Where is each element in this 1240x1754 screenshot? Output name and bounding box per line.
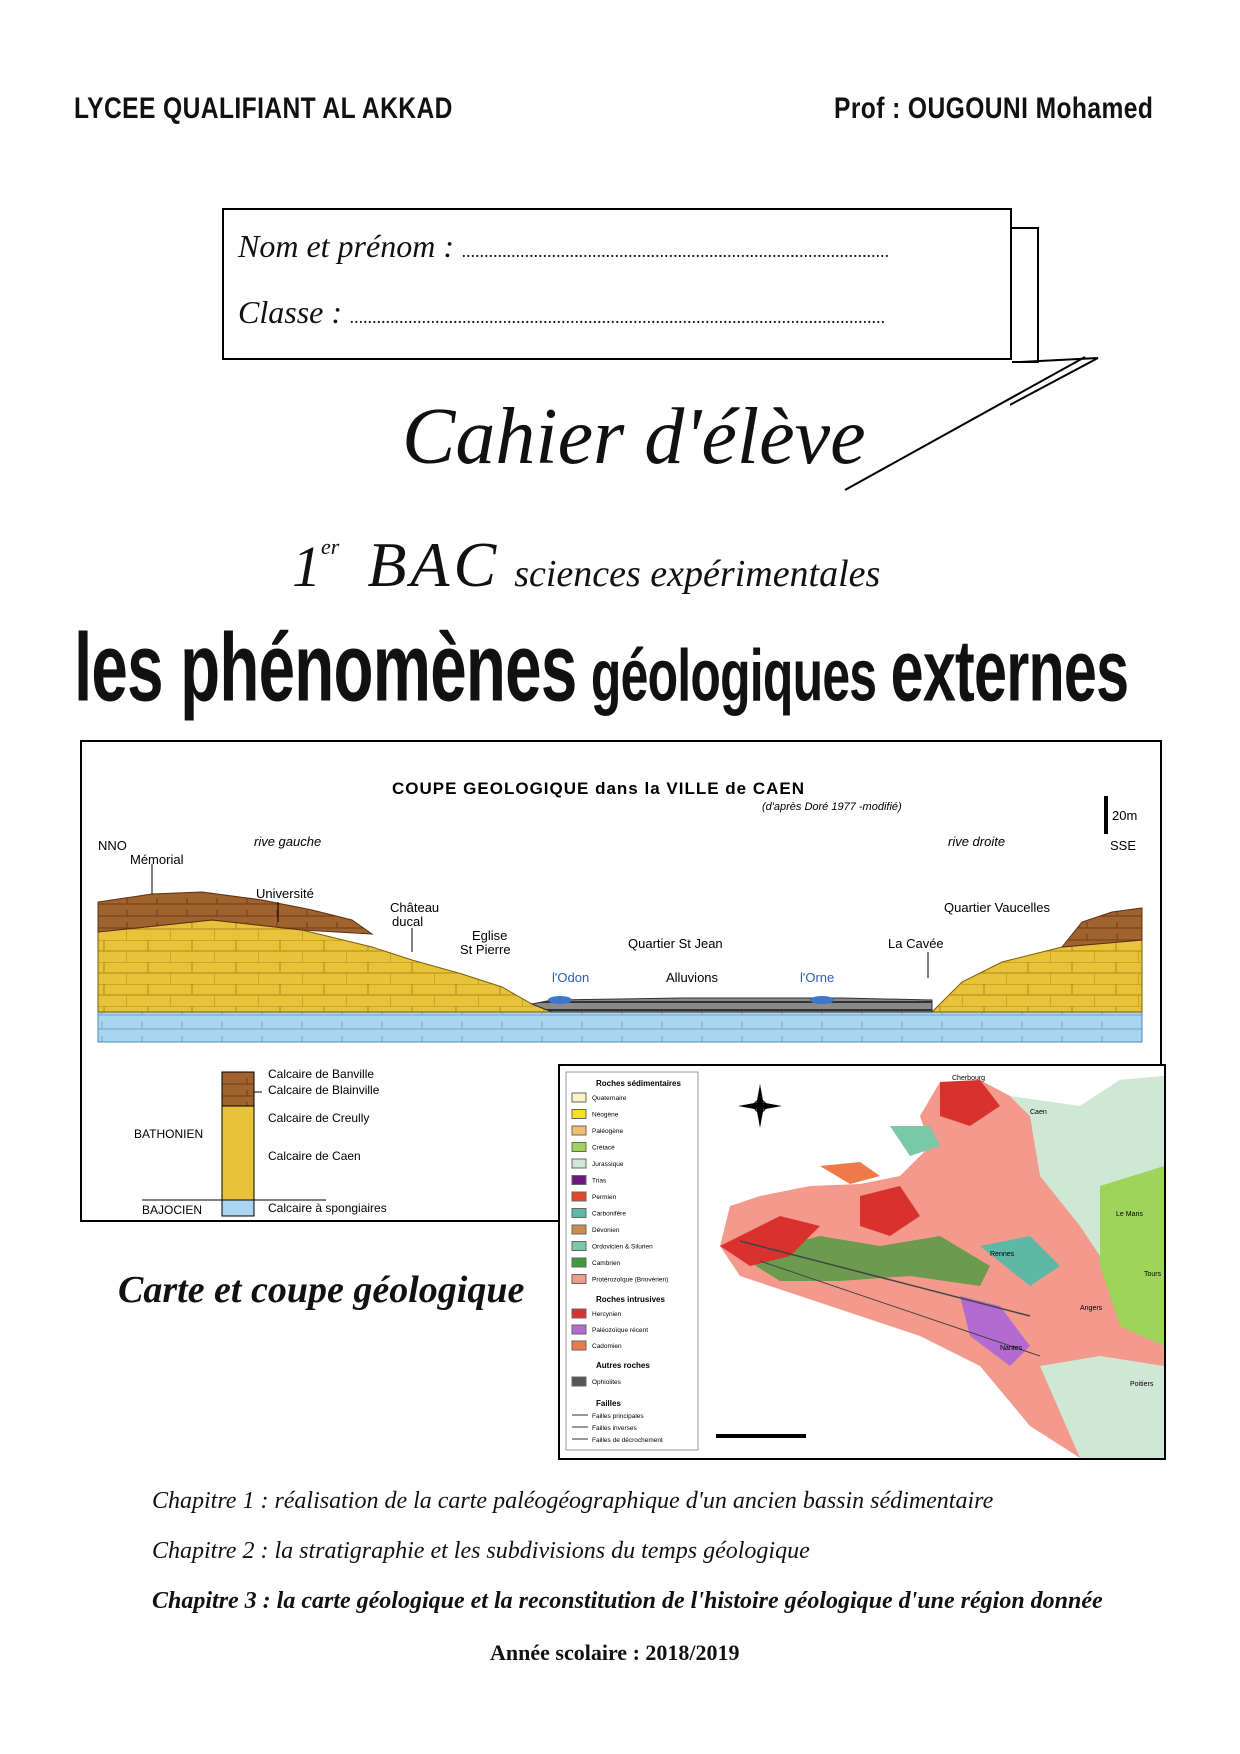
bank-left: rive gauche: [254, 834, 322, 849]
name-dots: ...............................................................................................: [461, 241, 890, 261]
map-scale-bar: [716, 1434, 806, 1438]
legend-sed-swatch-0: [572, 1093, 586, 1102]
class-dots: .......................................................................................................................: [350, 307, 886, 327]
city-caen: Caen: [1030, 1109, 1047, 1116]
main-title-part1: les phénomènes: [74, 613, 577, 722]
legend-sed-label-7: Carbonifère: [592, 1210, 626, 1218]
label-alluvions: Alluvions: [666, 970, 719, 985]
city-rennes: Rennes: [990, 1251, 1015, 1258]
legend-spongiaires: Calcaire à spongiaires: [268, 1201, 387, 1215]
dir-right: SSE: [1110, 838, 1137, 853]
bank-right: rive droite: [948, 834, 1006, 849]
column-banville: [222, 1072, 254, 1106]
name-field[interactable]: [238, 228, 889, 265]
geological-map: [558, 1064, 1166, 1460]
level-line: [292, 528, 880, 602]
label-odon: l'Odon: [552, 970, 590, 985]
student-info-box: [222, 208, 1012, 360]
legend-fault-label-2: Failles de décrochement: [592, 1437, 663, 1444]
legend-intr-label-0: Hercynien: [592, 1311, 622, 1318]
legend-sed-label-0: Quaternaire: [592, 1095, 627, 1102]
city-lemans: Le Mans: [1116, 1211, 1143, 1218]
coupe-source: (d'après Doré 1977 -modifié): [762, 801, 902, 813]
chapter-3: Chapitre 3 : la carte géologique et la reconstitution de l'histoire géologique d'une région donnée: [152, 1588, 1103, 1614]
label-universite: Université: [256, 886, 314, 901]
legend-other-label-0: Ophiolites: [592, 1379, 621, 1386]
legend-sed-label-2: Paléogène: [592, 1128, 624, 1135]
coupe-scale: 20m: [1112, 808, 1138, 823]
label-quartier-st-jean: Quartier St Jean: [628, 936, 723, 951]
class-label: Classe :: [238, 294, 342, 330]
legend-sed-swatch-1: [572, 1110, 586, 1119]
city-poitiers: Poitiers: [1130, 1381, 1154, 1388]
orne-river: [810, 996, 834, 1004]
figure-caption: Carte et coupe géologique: [118, 1269, 525, 1311]
legend-sed-label-10: Cambrien: [592, 1260, 621, 1267]
legend-sed-label-9: Ordovicien & Silurien: [592, 1243, 653, 1251]
city-angers: Angers: [1080, 1305, 1103, 1312]
legend-intr-label-1: Paléozoïque récent: [592, 1327, 649, 1334]
layer-spongiaires: [98, 1012, 1142, 1042]
dir-left: NNO: [98, 838, 127, 853]
legend-sed-swatch-6: [572, 1192, 586, 1201]
bracket-diagonal: [840, 355, 1090, 495]
legend-other-swatch-0: [572, 1377, 586, 1386]
legend-other-list: [572, 1377, 622, 1386]
legend-bajocien: BAJOCIEN: [142, 1203, 203, 1217]
legend-sed-title: Roches sédimentaires: [596, 1079, 681, 1088]
school-year: Année scolaire : 2018/2019: [490, 1640, 740, 1665]
label-memorial: Mémorial: [130, 852, 184, 867]
label-la-cavee: La Cavée: [888, 936, 944, 951]
class-field[interactable]: [238, 294, 886, 331]
legend-caen: Calcaire de Caen: [268, 1149, 361, 1163]
legend-sed-label-8: Dévonien: [592, 1227, 620, 1234]
legend-sed-label-4: Jurassique: [592, 1161, 624, 1168]
layer-alluvions: [532, 998, 932, 1012]
city-tours: Tours: [1144, 1271, 1162, 1278]
legend-intr-swatch-1: [572, 1325, 586, 1334]
legend-sed-swatch-5: [572, 1176, 586, 1185]
level-bac: BAC: [367, 529, 501, 600]
legend-sed-swatch-8: [572, 1225, 586, 1234]
name-label: Nom et prénom :: [238, 228, 454, 264]
chapter-1: Chapitre 1 : réalisation de la carte paléogéographique d'un ancien bassin sédimentaire: [152, 1488, 994, 1514]
coupe-title: COUPE GEOLOGIQUE dans la VILLE de CAEN: [392, 779, 806, 798]
legend-sed-label-1: Néogène: [592, 1111, 619, 1119]
legend-banville: Calcaire de Banville: [268, 1067, 375, 1081]
legend-sed-swatch-2: [572, 1126, 586, 1135]
column-caen: [222, 1106, 254, 1200]
label-chateau-1: Château: [390, 900, 440, 915]
main-title-part2: géologiques: [590, 633, 877, 717]
map-svg: [560, 1066, 1164, 1458]
legend-sed-label-11: Protérozoïque (Briovérien): [592, 1276, 669, 1284]
legend-intr-label-2: Cadomien: [592, 1343, 622, 1350]
legend-sed-swatch-11: [572, 1275, 586, 1284]
legend-sed-swatch-3: [572, 1143, 586, 1152]
odon-river: [548, 996, 572, 1004]
city-nantes: Nantes: [1000, 1345, 1023, 1352]
chapter-2: Chapitre 2 : la stratigraphie et les subdivisions du temps géologique: [152, 1538, 810, 1564]
level-first: 1: [292, 534, 321, 599]
label-eglise-2: St Pierre: [460, 942, 511, 957]
legend-sed-label-3: Crétacé: [592, 1144, 615, 1152]
legend-sed-swatch-4: [572, 1159, 586, 1168]
layer-banville-right: [1062, 908, 1142, 947]
legend-faults-title: Failles: [596, 1399, 621, 1408]
legend-intr-swatch-2: [572, 1341, 586, 1350]
label-quartier-vaucelles: Quartier Vaucelles: [944, 900, 1050, 915]
level-track: sciences expérimentales: [514, 553, 881, 595]
page-title: Cahier d'élève: [402, 393, 866, 481]
label-eglise-1: Eglise: [472, 928, 508, 943]
legend-bathonien: BATHONIEN: [134, 1127, 204, 1141]
legend-sed-swatch-10: [572, 1258, 586, 1267]
legend-sed-swatch-7: [572, 1209, 586, 1218]
legend-sed-swatch-9: [572, 1242, 586, 1251]
legend-intr-swatch-0: [572, 1309, 586, 1318]
legend-sed-label-5: Trias: [592, 1177, 607, 1185]
legend-blainville: Calcaire de Blainville: [268, 1083, 380, 1097]
column-spongiaires: [222, 1200, 254, 1216]
school-name: LYCEE QUALIFIANT AL AKKAD: [74, 92, 453, 125]
main-title: [74, 612, 1128, 724]
main-title-part3: externes: [890, 622, 1129, 721]
teacher-name: Prof : OUGOUNI Mohamed: [834, 92, 1154, 125]
level-sup: er: [321, 534, 340, 559]
legend-sed-label-6: Permien: [592, 1194, 617, 1201]
label-orne: l'Orne: [800, 970, 835, 985]
legend-creully: Calcaire de Creully: [268, 1111, 370, 1125]
layer-caen-right: [932, 940, 1142, 1012]
legend-fault-label-1: Failles inverses: [592, 1425, 637, 1432]
city-cherbourg: Cherbourg: [952, 1075, 986, 1082]
legend-intr-title: Roches intrusives: [596, 1295, 665, 1304]
legend-other-title: Autres roches: [596, 1361, 650, 1370]
label-chateau-2: ducal: [392, 914, 424, 929]
legend-fault-label-0: Failles principales: [592, 1413, 644, 1420]
